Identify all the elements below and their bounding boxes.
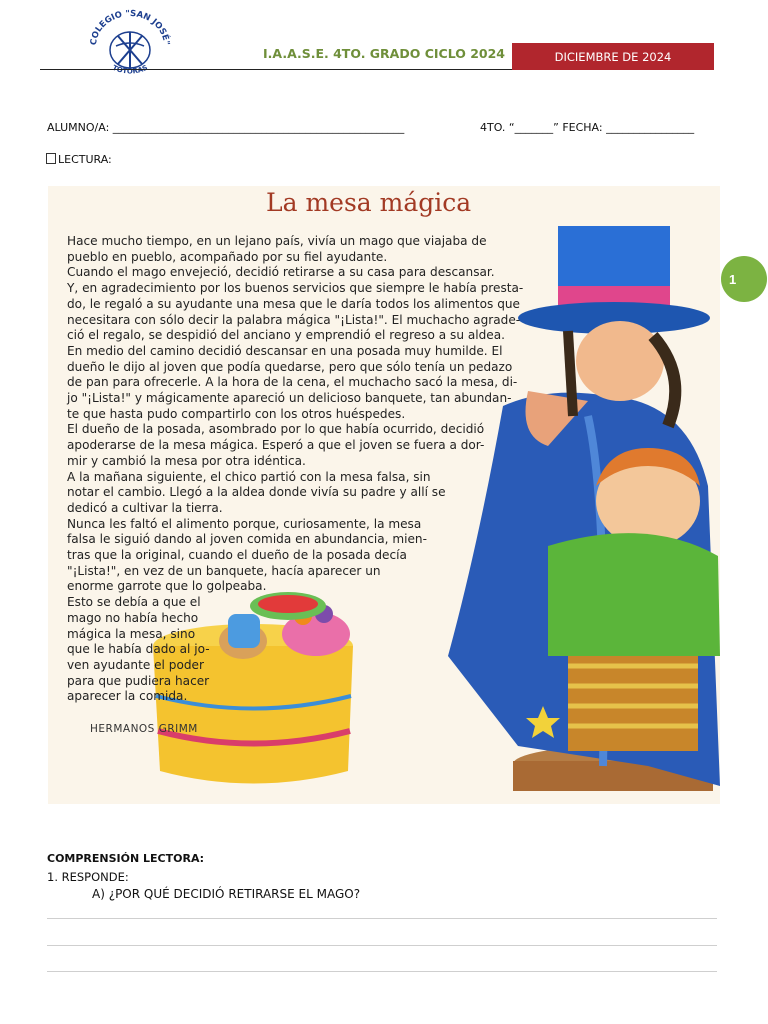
story-illustration xyxy=(48,186,720,804)
story-line: enorme garrote que lo golpeaba. xyxy=(67,579,267,594)
story-line: que le había dado al jo- xyxy=(67,642,210,657)
story-line: Y, en agradecimiento por los buenos servicios que siempre le había presta- xyxy=(67,281,524,296)
story-line: notar el cambio. Llegó a la aldea donde vivía su padre y allí se xyxy=(67,485,446,500)
story-line: jo "¡Lista!" y mágicamente apareció un delicioso banquete, tan abundan- xyxy=(67,391,512,406)
story-text xyxy=(67,234,522,705)
story-line: do, le regaló a su ayudante una mesa que le daría todos los alimentos que xyxy=(67,296,520,311)
story-line: pueblo en pueblo, acompañado por su fiel ayudante. xyxy=(67,249,388,264)
story-line: dedicó a cultivar la tierra. xyxy=(67,500,223,515)
story-line: A la mañana siguiente, el chico partió con la mesa falsa, sin xyxy=(67,469,431,484)
story-line: falsa le siguió dando al joven comida en abundancia, mien- xyxy=(67,532,427,547)
student-name-field[interactable]: ALUMNO/A: _____________________________________________________ xyxy=(47,121,405,134)
story-line: ció el regalo, se despidió del anciano y emprendió el regreso a su aldea. xyxy=(67,328,505,343)
story-line: mágica la mesa, sino xyxy=(67,626,196,641)
answer-line[interactable] xyxy=(47,918,717,919)
date-badge: DICIEMBRE DE 2024 xyxy=(512,43,714,70)
student-info-line xyxy=(47,121,719,137)
story-line: Nunca les faltó el alimento porque, curiosamente, la mesa xyxy=(67,516,422,531)
reading-label-text: LECTURA: xyxy=(58,153,112,166)
story-line: dueño le dijo al joven que podía quedarse, pero que sólo tenía un pedazo xyxy=(67,359,513,374)
story-line: Esto se debía a que el xyxy=(67,595,201,610)
story-line: necesitara con sólo decir la palabra mágica "¡Lista!". El muchacho agrade- xyxy=(67,312,521,327)
question-item-1: 1. RESPONDE: xyxy=(47,870,129,884)
story-line: Hace mucho tiempo, en un lejano país, vivía un mago que viajaba de xyxy=(67,234,487,248)
story-line: de pan para ofrecerle. A la hora de la cena, el muchacho sacó la mesa, di- xyxy=(67,375,518,390)
story-title: La mesa mágica xyxy=(266,188,472,217)
checkbox-icon xyxy=(46,153,56,164)
question-1a: A) ¿POR QUÉ DECIDIÓ RETIRARSE EL MAGO? xyxy=(92,887,361,901)
grade-date-field[interactable]: 4TO. “_______” FECHA: ________________ xyxy=(480,121,695,134)
story-line: El dueño de la posada, asombrado por lo que había ocurrido, decidió xyxy=(67,422,485,437)
answer-line[interactable] xyxy=(47,945,717,946)
story-line: para que pudiera hacer xyxy=(67,673,210,688)
logo-text-top: COLEGIO "SAN JOSÉ" xyxy=(88,8,172,46)
story-line: te que hasta pudo compartirlo con los otros huéspedes. xyxy=(67,406,406,421)
reading-label xyxy=(46,153,112,166)
story-line: aparecer la comida. xyxy=(67,689,188,704)
story-line: En medio del camino decidió descansar en una posada muy humilde. El xyxy=(67,343,503,358)
story-author: HERMANOS GRIMM xyxy=(90,723,198,735)
story-line: tras que la original, cuando el dueño de la posada decía xyxy=(67,548,407,563)
header-divider xyxy=(40,69,513,70)
story-line: Cuando el mago envejeció, decidió retirarse a su casa para descansar. xyxy=(67,265,495,280)
header-title: I.A.A.S.E. 4TO. GRADO CICLO 2024 xyxy=(263,46,505,61)
comprehension-title: COMPRENSIÓN LECTORA: xyxy=(47,852,205,865)
story-line: "¡Lista!", en vez de un banquete, hacía aparecer un xyxy=(67,563,381,578)
answer-line[interactable] xyxy=(47,971,717,972)
page-number-badge: 1 xyxy=(721,256,767,302)
story-line: apoderarse de la mesa mágica. Esperó a que el joven se fuera a dor- xyxy=(67,438,485,453)
story-line: mir y cambió la mesa por otra idéntica. xyxy=(67,453,306,468)
story-line: ven ayudante el poder xyxy=(67,657,204,672)
logo-text-bottom: TOTORAS xyxy=(111,63,149,76)
story-line: mago no había hecho xyxy=(67,610,199,625)
